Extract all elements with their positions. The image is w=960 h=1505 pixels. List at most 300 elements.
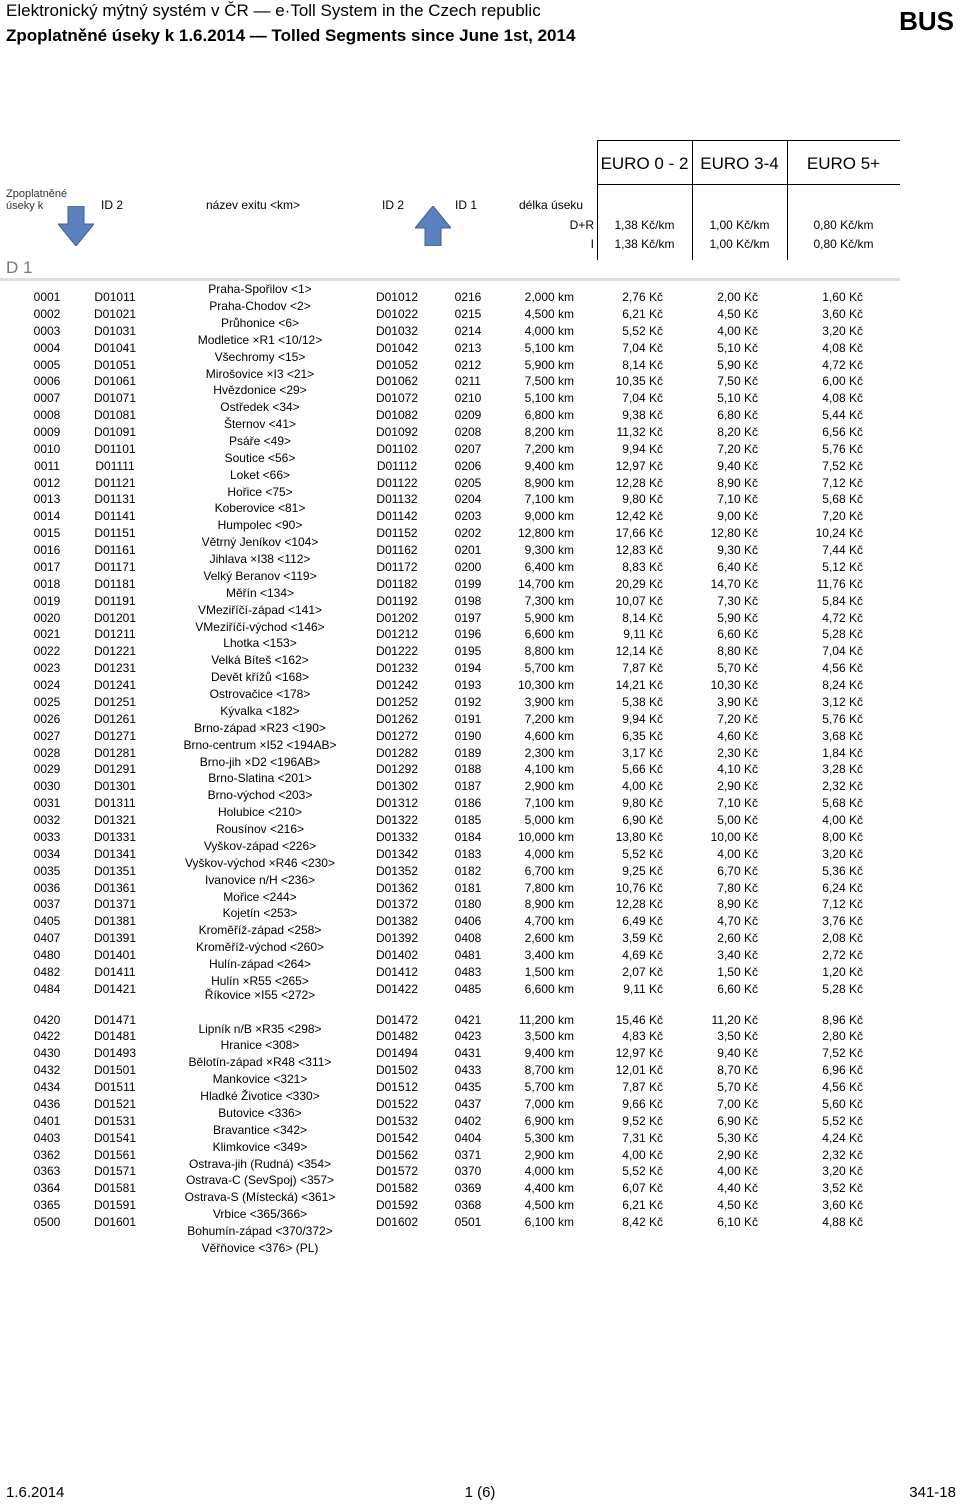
row-toll-euro-3-4: 9,30 Kč [717,543,758,557]
header-rule [597,140,900,141]
row-toll-euro-3-4: 9,40 Kč [717,458,758,473]
exit-label: Říkovice ×I55 <272> [204,988,316,1002]
row-id2-right: D01092 [375,425,419,439]
row-id2-left: D01191 [94,593,136,608]
row-id2-right: D01282 [375,745,419,760]
row-toll-euro-5: 3,60 Kč [822,1198,863,1213]
exit-label: Vyškov-západ <226> [203,838,317,853]
row-id1: 0369 [454,1181,482,1196]
exit-label: Mirošovice ×I3 <21> [205,366,315,381]
row-id1: 0189 [454,745,482,760]
row-id1: 0183 [454,846,482,861]
euro-class-5: EURO 5+ [806,154,881,173]
row-id2-left: D01261 [93,711,137,726]
row-toll-euro-3-4: 6,90 Kč [717,1113,758,1128]
row-id1: 0201 [454,543,482,557]
row-id2-left: D01601 [93,1215,137,1229]
row-length: 4,000 km [524,1164,574,1179]
row-id2-right: D01072 [375,391,419,406]
row-toll-euro-3-4: 3,90 Kč [717,694,758,709]
rate-value: 1,38 Kč/km [614,218,675,232]
row-id1: 0404 [454,1130,482,1145]
row-id2-left: D01311 [94,796,136,811]
exit-label: Ivanovice n/H <236> [204,872,316,887]
row-toll-euro-5: 5,36 Kč [822,863,863,878]
row-id2-left: D01061 [93,374,137,389]
row-length: 6,600 km [524,627,574,642]
row-length: 9,400 km [524,1046,574,1061]
row-segment-id: 0031 [33,796,61,811]
exit-label: Rousínov <216> [215,822,305,836]
row-length: 2,000 km [524,290,574,304]
row-toll-euro-5: 5,52 Kč [822,1113,863,1128]
row-segment-id: 0029 [33,762,61,777]
footer-doc-ref: 341-18 [909,1484,956,1501]
row-id2-left: D01521 [93,1096,137,1111]
row-toll-euro-5: 2,80 Kč [822,1029,863,1044]
row-length: 9,000 km [524,509,574,524]
row-segment-id: 0002 [33,306,61,321]
row-toll-euro-3-4: 3,40 Kč [717,947,758,962]
row-toll-euro-3-4: 8,90 Kč [717,897,758,912]
exit-label: Devět křížů <168> [210,670,310,685]
exit-label: Bohumín-západ <370/372> [187,1224,333,1238]
row-id1: 0192 [454,694,482,709]
row-id2-left: D01131 [94,492,136,507]
row-toll-euro-0-2: 8,42 Kč [622,1215,663,1229]
row-segment-id: 0363 [33,1164,61,1179]
exit-label: Větrný Jeníkov <104> [201,535,319,550]
row-id2-right: D01132 [376,492,418,507]
row-segment-id: 0001 [33,290,61,304]
row-toll-euro-3-4: 4,00 Kč [717,323,758,338]
row-id1: 0198 [454,593,482,608]
row-toll-euro-0-2: 5,38 Kč [622,694,663,709]
row-length: 5,900 km [524,610,574,625]
row-length: 4,000 km [524,846,574,861]
row-id1: 0188 [454,762,482,777]
row-id2-left: D01041 [93,340,137,355]
row-id2-left: D01321 [93,813,137,827]
exit-label: Ostředek <34> [220,400,300,415]
row-segment-id: 0030 [33,779,61,794]
row-toll-euro-0-2: 4,83 Kč [622,1029,663,1044]
row-id1: 0406 [454,914,482,929]
row-toll-euro-0-2: 6,21 Kč [622,1198,663,1213]
exit-label: Klimkovice <349> [212,1139,308,1154]
row-id2-left: D01081 [93,408,137,423]
exit-label: Hladké Životice <330> [200,1089,320,1103]
row-toll-euro-3-4: 4,50 Kč [717,1198,758,1213]
row-segment-id: 0403 [33,1130,61,1145]
row-toll-euro-0-2: 9,38 Kč [622,408,663,423]
row-toll-euro-0-2: 6,90 Kč [622,813,663,827]
row-toll-euro-3-4: 7,00 Kč [717,1096,758,1111]
row-toll-euro-0-2: 4,00 Kč [622,779,663,794]
row-toll-euro-3-4: 7,80 Kč [717,880,758,895]
row-toll-euro-3-4: 9,40 Kč [717,1046,758,1061]
row-id1: 0184 [454,829,482,844]
row-toll-euro-0-2: 12,14 Kč [615,644,663,659]
row-length: 8,700 km [524,1063,574,1078]
row-toll-euro-0-2: 9,25 Kč [622,863,663,878]
row-id2-left: D01231 [93,661,137,676]
row-id1: 0193 [454,678,482,692]
row-id2-right: D01602 [375,1215,419,1229]
row-id2-left: D01581 [93,1181,137,1196]
row-id1: 0423 [454,1029,482,1044]
row-id1: 0481 [454,947,482,962]
row-length: 7,200 km [524,441,574,456]
row-length: 10,000 km [517,829,574,844]
row-toll-euro-0-2: 6,35 Kč [622,728,663,743]
row-length: 8,900 km [524,897,574,912]
row-id2-left: D01111 [95,458,135,473]
row-id2-right: D01262 [375,711,419,726]
row-id2-left: D01501 [93,1063,137,1078]
exit-label: Mořice <244> [223,889,297,904]
row-id1: 0208 [454,425,482,439]
row-toll-euro-5: 4,72 Kč [822,357,863,372]
row-toll-euro-0-2: 2,76 Kč [622,290,663,304]
row-toll-euro-5: 5,68 Kč [822,796,863,811]
row-toll-euro-3-4: 5,30 Kč [717,1130,758,1145]
row-toll-euro-5: 4,88 Kč [822,1215,863,1229]
row-length: 6,700 km [524,863,574,878]
row-toll-euro-0-2: 7,87 Kč [622,661,663,676]
row-toll-euro-3-4: 5,00 Kč [717,813,758,827]
row-id2-right: D01052 [375,357,419,372]
exit-label: Bělotín-západ ×R48 <311> [188,1055,332,1070]
row-id2-left: D01571 [93,1164,137,1179]
row-id2-left: D01411 [94,964,136,979]
row-toll-euro-5: 7,04 Kč [822,644,863,659]
row-id2-left: D01361 [93,880,137,895]
row-toll-euro-0-2: 9,11 Kč [623,981,663,996]
row-segment-id: 0005 [33,357,61,372]
row-toll-euro-5: 5,76 Kč [822,711,863,726]
row-id2-right: D01482 [375,1029,419,1044]
row-length: 8,200 km [524,425,574,439]
row-id1: 0195 [454,644,482,659]
row-toll-euro-3-4: 4,10 Kč [717,762,758,777]
row-id2-left: D01071 [93,391,137,406]
exit-label: Věřňovice <376> (PL) [201,1240,319,1255]
row-length: 4,500 km [524,306,574,321]
row-segment-id: 0024 [33,678,61,692]
row-segment-id: 0004 [33,340,61,355]
row-toll-euro-5: 6,00 Kč [822,374,863,389]
row-id2-left: D01051 [93,357,137,372]
row-toll-euro-5: 6,24 Kč [822,880,863,895]
row-length: 7,100 km [524,492,574,507]
row-id1: 0408 [454,931,482,946]
row-toll-euro-5: 5,84 Kč [822,593,863,608]
row-toll-euro-5: 7,52 Kč [822,458,863,473]
col-header-segments-line2: úseky k [6,200,44,212]
row-id2-right: D01572 [375,1164,419,1179]
row-length: 5,900 km [524,357,574,372]
row-length: 5,000 km [524,813,574,827]
row-toll-euro-3-4: 14,70 Kč [710,576,758,591]
row-toll-euro-5: 4,00 Kč [822,813,863,827]
row-id2-left: D01121 [94,475,136,490]
row-id1: 0435 [454,1080,482,1094]
row-length: 12,800 km [517,526,574,541]
row-toll-euro-0-2: 3,59 Kč [622,931,663,946]
row-toll-euro-3-4: 6,70 Kč [717,863,758,878]
row-id2-left: D01281 [93,745,137,760]
row-id1: 0212 [454,357,482,372]
row-length: 6,600 km [524,981,574,996]
row-id1: 0437 [454,1096,482,1111]
exit-label: Jihlava ×I38 <112> [209,552,311,566]
exit-label: Brno-jih ×D2 <196AB> [199,754,321,769]
row-id1: 0431 [454,1046,482,1061]
row-length: 2,900 km [524,779,574,794]
row-length: 8,800 km [524,644,574,659]
row-toll-euro-5: 2,32 Kč [822,1147,863,1162]
exit-label: Ostrovačice <178> [209,687,311,701]
row-toll-euro-5: 7,12 Kč [822,475,863,490]
row-segment-id: 0026 [33,711,61,726]
exit-label: Lipník n/B ×R35 <298> [198,1021,322,1036]
row-id2-right: D01402 [375,947,419,962]
row-segment-id: 0500 [33,1215,61,1229]
exit-label: Koberovice <81> [214,501,306,516]
row-length: 4,400 km [524,1181,574,1196]
row-length: 3,900 km [524,694,574,709]
row-id1: 0186 [454,796,482,811]
row-id2-right: D01222 [375,644,419,659]
exit-label: Hranice <308> [220,1038,300,1053]
row-toll-euro-5: 7,52 Kč [822,1046,863,1061]
row-toll-euro-3-4: 4,40 Kč [717,1181,758,1196]
section-separator [0,278,900,281]
row-toll-euro-0-2: 7,04 Kč [622,340,663,355]
row-toll-euro-5: 5,28 Kč [822,627,863,642]
row-toll-euro-3-4: 8,80 Kč [717,644,758,659]
row-segment-id: 0484 [33,981,61,996]
row-id1: 0204 [454,492,482,507]
row-id2-right: D01182 [376,576,418,591]
exit-label: Ostrava-S (Místecká) <361> [184,1190,336,1205]
row-length: 6,900 km [524,1113,574,1128]
row-toll-euro-3-4: 7,20 Kč [717,441,758,456]
row-toll-euro-0-2: 20,29 Kč [615,576,663,591]
row-toll-euro-3-4: 12,80 Kč [710,526,758,541]
row-toll-euro-0-2: 2,07 Kč [622,964,663,979]
row-segment-id: 0037 [33,897,61,912]
row-segment-id: 0436 [33,1096,61,1111]
row-toll-euro-0-2: 9,52 Kč [622,1113,663,1128]
row-id2-right: D01592 [375,1198,419,1213]
row-toll-euro-5: 2,72 Kč [822,947,863,962]
exit-label: VMeziříčí-západ <141> [197,602,323,617]
row-length: 5,100 km [524,340,574,355]
row-id2-left: D01481 [93,1029,137,1044]
row-toll-euro-5: 3,20 Kč [822,1164,863,1179]
row-toll-euro-0-2: 12,28 Kč [615,897,663,912]
row-id1: 0207 [454,441,482,456]
row-toll-euro-5: 8,96 Kč [822,1012,863,1027]
row-toll-euro-0-2: 10,76 Kč [615,880,663,895]
rate-road-type: D+R [569,218,594,232]
row-toll-euro-3-4: 1,50 Kč [717,964,758,979]
col-header-id2-right: ID 2 [382,198,405,212]
row-toll-euro-5: 7,44 Kč [822,543,863,557]
row-id2-right: D01522 [375,1096,419,1111]
row-id2-right: D01352 [375,863,419,878]
row-id1: 0190 [454,728,482,743]
row-id1: 0371 [454,1147,482,1162]
row-toll-euro-0-2: 12,01 Kč [615,1063,663,1078]
row-toll-euro-5: 3,12 Kč [822,694,863,709]
row-toll-euro-3-4: 8,70 Kč [717,1063,758,1078]
row-length: 6,100 km [524,1215,574,1229]
row-id2-right: D01042 [375,340,419,355]
row-toll-euro-0-2: 12,28 Kč [615,475,663,490]
row-id2-left: D01201 [93,610,137,625]
row-id2-right: D01312 [375,796,419,811]
row-id2-left: D01211 [94,627,136,642]
row-toll-euro-5: 5,68 Kč [822,492,863,507]
vehicle-category: BUS [899,6,954,36]
row-id2-right: D01152 [376,526,418,541]
row-id2-left: D01291 [93,762,137,777]
row-id2-left: D01241 [93,678,137,692]
row-id2-right: D01192 [376,593,418,608]
exit-label: Butovice <336> [218,1105,302,1120]
row-id2-left: D01471 [93,1012,137,1027]
row-id2-right: D01542 [375,1130,419,1145]
row-segment-id: 0006 [33,374,61,389]
row-segment-id: 0432 [33,1063,61,1078]
exit-label: Všechromy <15> [214,349,306,364]
exit-label: Brno-Slatina <201> [208,771,312,786]
row-segment-id: 0422 [33,1029,61,1044]
row-id2-right: D01272 [375,728,419,743]
row-id2-left: D01341 [93,846,137,861]
exit-label: Vrbice <365/366> [212,1207,308,1222]
row-toll-euro-0-2: 7,04 Kč [622,391,663,406]
row-id1: 0203 [454,509,482,524]
row-segment-id: 0032 [33,813,61,827]
row-toll-euro-3-4: 6,60 Kč [717,981,758,996]
row-segment-id: 0007 [33,391,61,406]
row-length: 7,300 km [524,593,574,608]
row-toll-euro-3-4: 4,00 Kč [717,1164,758,1179]
row-length: 2,600 km [524,931,574,946]
row-toll-euro-5: 1,60 Kč [822,290,863,304]
exit-label: Humpolec <90> [217,518,303,533]
row-id1: 0215 [454,306,482,321]
footer-date: 1.6.2014 [6,1484,65,1501]
row-id2-right: D01062 [375,374,419,389]
row-id2-left: D01541 [93,1130,137,1145]
row-id2-right: D01082 [375,408,419,423]
row-toll-euro-0-2: 9,66 Kč [622,1096,663,1111]
row-toll-euro-3-4: 2,90 Kč [717,779,758,794]
row-id2-right: D01494 [375,1046,419,1061]
exit-label: Kroměříž-západ <258> [198,923,322,938]
row-id1: 0213 [454,340,482,355]
row-segment-id: 0027 [33,728,61,743]
exit-label: Velká Bíteš <162> [211,653,309,668]
row-toll-euro-3-4: 8,20 Kč [717,425,758,439]
row-toll-euro-0-2: 12,42 Kč [615,509,663,524]
row-id2-right: D01122 [376,475,418,490]
row-segment-id: 0017 [33,559,61,574]
row-segment-id: 0364 [33,1181,61,1196]
row-id2-right: D01362 [375,880,419,895]
row-id2-right: D01162 [376,543,418,557]
row-id2-right: D01302 [375,779,419,794]
row-id2-right: D01102 [376,441,418,456]
exit-label: Praha-Chodov <2> [209,299,311,313]
row-toll-euro-3-4: 5,10 Kč [717,340,758,355]
row-length: 2,300 km [524,745,574,760]
exit-label: Lhotka <153> [223,636,297,651]
row-id2-left: D01101 [94,441,136,456]
exit-label: Kojetín <253> [222,906,298,921]
row-id2-left: D01091 [93,425,137,439]
row-id1: 0200 [454,559,482,574]
row-id1: 0194 [454,661,482,676]
row-toll-euro-0-2: 5,52 Kč [622,1164,663,1179]
exit-label: VMeziříčí-východ <146> [195,619,325,634]
row-toll-euro-5: 4,08 Kč [822,391,863,406]
exit-label: Brno-východ <203> [207,788,313,803]
row-toll-euro-5: 10,24 Kč [815,526,863,541]
row-length: 4,100 km [524,762,574,777]
row-id2-left: D01151 [94,526,136,541]
row-toll-euro-5: 8,24 Kč [822,678,863,692]
exit-label: Ostrava-C (SevSpoj) <357> [185,1173,335,1188]
row-segment-id: 0028 [33,745,61,760]
rate-value: 1,38 Kč/km [614,237,675,251]
row-id2-left: D01011 [94,290,136,304]
row-id1: 0483 [454,964,482,979]
row-segment-id: 0430 [33,1046,61,1061]
row-length: 2,900 km [524,1147,574,1162]
exit-label: Brno-západ ×R23 <190> [194,720,326,735]
row-id1: 0205 [454,475,482,490]
row-toll-euro-5: 4,24 Kč [822,1130,863,1145]
row-id1: 0206 [454,458,482,473]
row-toll-euro-0-2: 7,87 Kč [622,1080,663,1094]
row-id1: 0197 [454,610,482,625]
row-toll-euro-5: 3,20 Kč [822,323,863,338]
row-toll-euro-0-2: 9,80 Kč [622,796,663,811]
row-length: 7,800 km [524,880,574,895]
exit-label: Loket <66> [229,467,291,482]
row-id2-right: D01372 [375,897,419,912]
col-header-length: délka úseku [519,198,584,212]
row-id2-right: D01532 [375,1113,419,1128]
row-toll-euro-3-4: 10,30 Kč [710,678,758,692]
row-id2-left: D01401 [93,947,137,962]
row-id2-right: D01582 [375,1181,419,1196]
row-id2-right: D01502 [375,1063,419,1078]
row-toll-euro-5: 5,12 Kč [822,559,863,574]
col-header-id2-left: ID 2 [101,198,124,212]
exit-label: Hulín-západ <264> [208,956,312,971]
row-toll-euro-0-2: 10,07 Kč [615,593,663,608]
row-id2-right: D01342 [375,846,419,861]
row-length: 7,000 km [524,1096,574,1111]
row-toll-euro-3-4: 7,50 Kč [717,374,758,389]
